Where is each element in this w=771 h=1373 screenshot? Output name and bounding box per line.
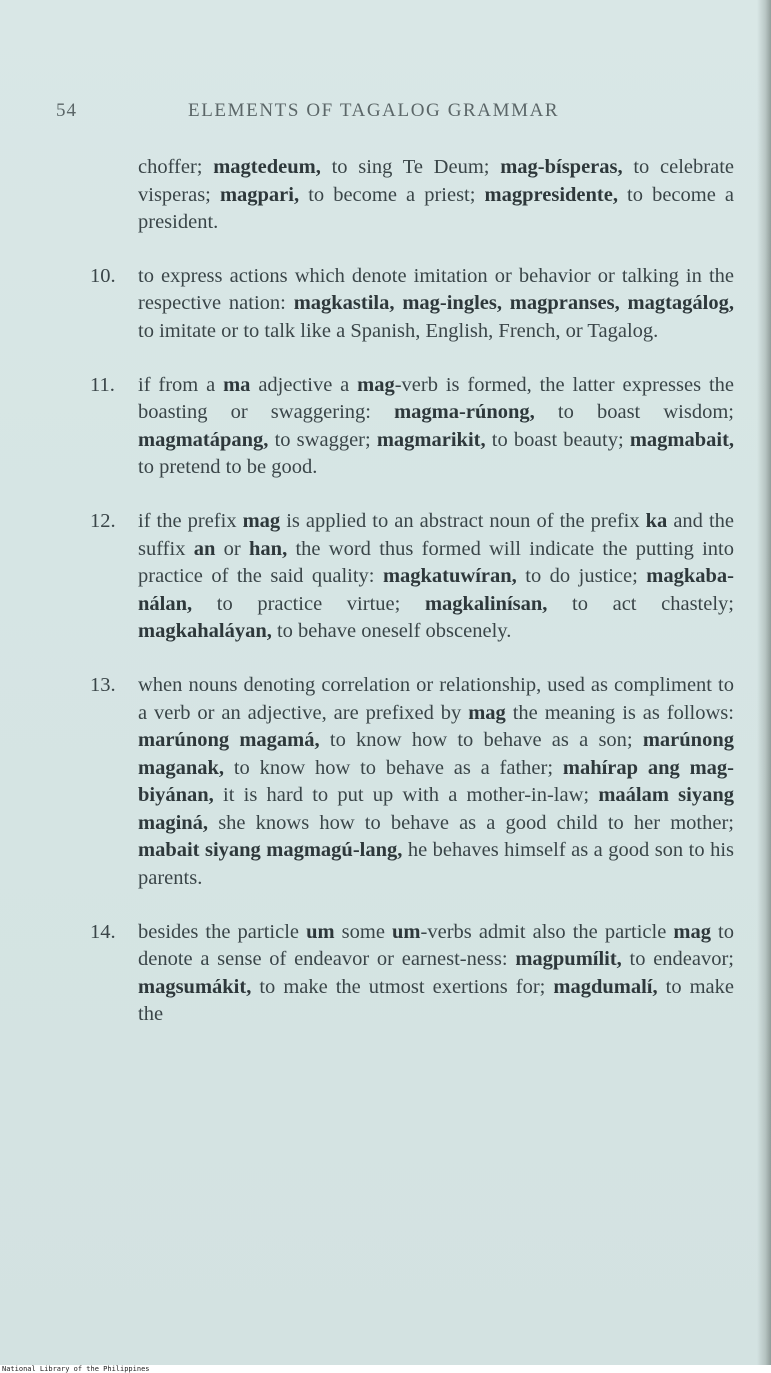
- page-number: 54: [56, 100, 77, 121]
- text-run: to become a priest;: [299, 183, 485, 206]
- library-credit: National Library of the Philippines: [2, 1365, 150, 1373]
- bold-term: magsumákit,: [138, 975, 252, 998]
- bold-term: magpari,: [219, 183, 300, 206]
- bold-term: magkatuwíran,: [382, 565, 517, 588]
- continuation-paragraph: [138, 154, 734, 237]
- text-run: when nouns denoting correlation or relationship, used as compliment to a verb or an adjective, are prefixed by: [138, 673, 734, 724]
- text-run: to know how to behave as a father;: [224, 756, 563, 779]
- bold-term: mahírap ang mag-biyánan,: [138, 756, 734, 807]
- text-run: he behaves himself as a good son to his parents.: [138, 839, 734, 890]
- text-run: some: [334, 920, 393, 943]
- bold-term: mabait siyang magmagú-lang,: [138, 839, 403, 862]
- list-item-14: [90, 919, 735, 1029]
- bold-term: magpresidente,: [484, 183, 618, 206]
- text-run: the word thus formed will indicate the putting into practice of the said quality:: [138, 537, 734, 588]
- bold-term: magmabait,: [629, 428, 735, 451]
- item-text: [138, 674, 734, 889]
- bold-term: marúnong maganak,: [138, 729, 734, 779]
- item-text: [138, 374, 734, 479]
- bold-term: um: [392, 920, 421, 943]
- text-run: to make the utmost exertions for;: [251, 975, 554, 998]
- bold-term: magtedeum,: [213, 156, 321, 178]
- text-run: besides the particle: [138, 920, 307, 943]
- text-run: to pretend to be good.: [138, 456, 318, 479]
- list-item-13: [90, 672, 734, 893]
- item-text: [138, 510, 734, 642]
- text-run: -verb is formed, the latter expresses the boasting or swaggering:: [138, 373, 734, 424]
- bold-term: magkaba-nálan,: [138, 565, 735, 615]
- text-run: if from a: [138, 373, 224, 396]
- item-number: 11.: [90, 373, 115, 396]
- text-run: to become a president.: [138, 183, 734, 234]
- text-run: to do justice;: [516, 565, 647, 588]
- text-run: to swagger;: [268, 428, 377, 451]
- bold-term: mag-bísperas,: [500, 156, 623, 178]
- text-run: is applied to an abstract noun of the prefix: [280, 509, 646, 532]
- text-run: she knows how to behave as a good child to her mother;: [208, 811, 734, 834]
- list-item-11: [90, 372, 735, 482]
- bold-term: um: [306, 920, 335, 943]
- text-run: -verbs admit also the particle: [420, 920, 674, 943]
- text-run: to denote a sense of endeavor or earnest-ness:: [138, 920, 734, 971]
- text-run: choffer;: [138, 156, 214, 178]
- bold-term: magmarikit,: [376, 428, 486, 451]
- text-run: if the prefix: [138, 509, 243, 532]
- bold-term: magdumalí,: [553, 975, 658, 998]
- bold-term: mag: [357, 373, 395, 396]
- bold-term: maálam siyang maginá,: [138, 784, 734, 834]
- bold-term: magma-rúnong,: [394, 401, 535, 424]
- bold-term: magkahaláyan,: [138, 620, 272, 643]
- list-item-10: [90, 263, 734, 346]
- item-number: 10.: [90, 264, 116, 287]
- list-item-12: [90, 508, 735, 646]
- bold-term: marúnong magamá,: [138, 729, 320, 752]
- text-run: to know how to behave as a son;: [319, 729, 643, 752]
- text-run: and the suffix: [138, 509, 734, 560]
- text-run: to imitate or to talk like a Spanish, English, French, or Tagalog.: [138, 319, 659, 342]
- bold-term: han,: [249, 537, 288, 560]
- text-run: to boast wisdom;: [534, 401, 734, 424]
- text-run: it is hard to put up with a mother-in-law;: [213, 784, 599, 807]
- item-number: 12.: [90, 509, 116, 532]
- item-text: [138, 265, 734, 342]
- body-text: [0, 154, 771, 1029]
- text-run: to act chastely;: [547, 592, 734, 615]
- bold-term: mag: [673, 920, 711, 943]
- text-run: to celebrate visperas;: [138, 156, 734, 206]
- item-number: 14.: [90, 920, 116, 943]
- text-run: adjective a: [250, 373, 358, 396]
- bold-term: magmatápang,: [138, 428, 269, 451]
- text-run: to sing Te Deum;: [320, 156, 501, 178]
- bold-term: magpumílit,: [515, 948, 622, 971]
- text-run: to boast beauty;: [485, 428, 630, 451]
- bold-term: mag: [242, 509, 281, 532]
- bold-term: ma: [223, 373, 251, 396]
- text-run: to behave oneself obscenely.: [271, 620, 512, 643]
- running-title: ELEMENTS OF TAGALOG GRAMMAR: [188, 100, 560, 121]
- bold-term: an: [193, 537, 216, 560]
- bold-term: magkalinísan,: [424, 592, 548, 615]
- text-run: to express actions which denote imitation or behavior or talking in the respective nation:: [138, 264, 734, 315]
- bold-term: magkastila, mag-ingles, magpranses, magtagálog,: [293, 292, 734, 315]
- text-run: to make the: [138, 975, 734, 1026]
- text-run: or: [215, 537, 250, 560]
- page-header: [0, 100, 771, 130]
- text-run: to endeavor;: [621, 948, 735, 971]
- bold-term: mag: [468, 701, 506, 724]
- item-text: [138, 921, 734, 1026]
- text-run: to practice virtue;: [192, 592, 425, 615]
- bold-term: ka: [645, 509, 668, 532]
- item-number: 13.: [90, 673, 116, 696]
- text-run: the meaning is as follows:: [505, 701, 734, 724]
